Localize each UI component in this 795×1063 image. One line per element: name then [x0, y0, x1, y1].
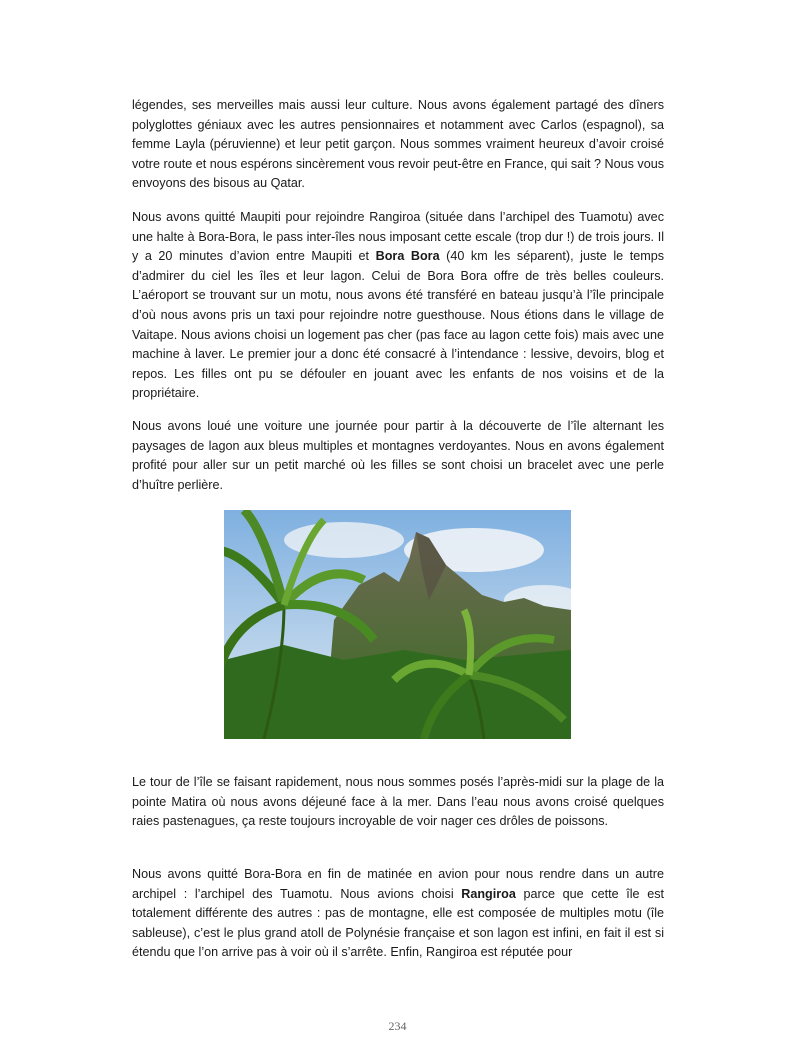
paragraph-2	[132, 208, 664, 404]
page-number: 234	[388, 1019, 407, 1033]
paragraph-5-part1: Nous avons quitté Bora-Bora en fin de matinée en avion pour nous rendre dans un autre archipel : l’archipel des Tuamotu. Nous avions choisi	[132, 867, 664, 901]
photo-illustration	[224, 510, 571, 739]
paragraph-2-text	[132, 208, 664, 404]
paragraph-3-text: Nous avons loué une voiture une journée pour partir à la découverte de l’île alternant les paysages de lagon aux bleus multiples et montagnes verdoyantes. Nous en avons également profité pour aller sur un petit marché où les filles se sont choisi un bracelet avec une perle d’huître perlière.	[132, 419, 664, 492]
paragraph-2-part1: Nous avons quitté Maupiti pour rejoindre Rangiroa (située dans l’archipel des Tuamotu) avec une halte à Bora-Bora, le pass inter-îles nous imposant cette escale (trop dur !) de trois jours. Il y a 20 minutes d’avion entre Maupiti et	[132, 210, 664, 264]
paragraph-5	[132, 865, 664, 963]
paragraph-2-part2: (40 km les séparent), juste le temps d’admirer du ciel les îles et leur lagon. Celui de Bora Bora offre de très belles couleurs. L’aéroport se trouvant sur un motu, nous avons été transféré en bateau jusqu’à l’île principale d’où nous avons pris un taxi pour rejoindre notre guesthouse. Nous étions dans le village de Vaitape. Nous avions choisi un logement pas cher (pas face au lagon cette fois) mais avec une machine à laver. Le premier jour a donc été consacré à l’intendance : lessive, devoirs, blog et repos. Les filles ont pu se défouler en jouant avec les enfants de nos voisins et de la propriétaire.	[132, 249, 664, 401]
paragraph-1	[132, 96, 664, 194]
rangiroa-bold: Rangiroa	[461, 886, 516, 901]
paragraph-1-text: légendes, ses merveilles mais aussi leur culture. Nous avons également partagé des dîners polyglottes géniaux avec les autres pensionnaires et notamment avec Carlos (espagnol), sa femme Layla (péruvienne) et leur petit garçon. Nous sommes vraiment heureux d’avoir croisé votre route et nous espérons sincèrement vous revoir peut-être en France, qui sait ? Nous vous envoyons des bisous au Qatar.	[132, 98, 665, 191]
paragraph-5-part2: parce que cette île est totalement différente des autres : pas de montagne, elle est composée de multiples motu (île sableuse), c’est le plus grand atoll de Polynésie française et son lagon est infini, en fait il est si étendu que l’on arrive pas à voir où il s’arrête. Enfin, Rangiroa est réputée pour	[132, 886, 664, 960]
mountain-palm-photo	[224, 510, 571, 739]
paragraph-3	[132, 417, 664, 495]
paragraph-4	[132, 773, 664, 832]
paragraph-4-text: Le tour de l’île se faisant rapidement, nous nous sommes posés l’après-midi sur la plage de la pointe Matira où nous avons déjeuné face à la mer. Dans l’eau nous avons croisé quelques raies pastenagues, ça reste toujours incroyable de voir nager ces drôles de poissons.	[132, 775, 664, 829]
bora-bora-bold: Bora Bora	[375, 249, 440, 264]
paragraph-5-text	[132, 865, 664, 963]
